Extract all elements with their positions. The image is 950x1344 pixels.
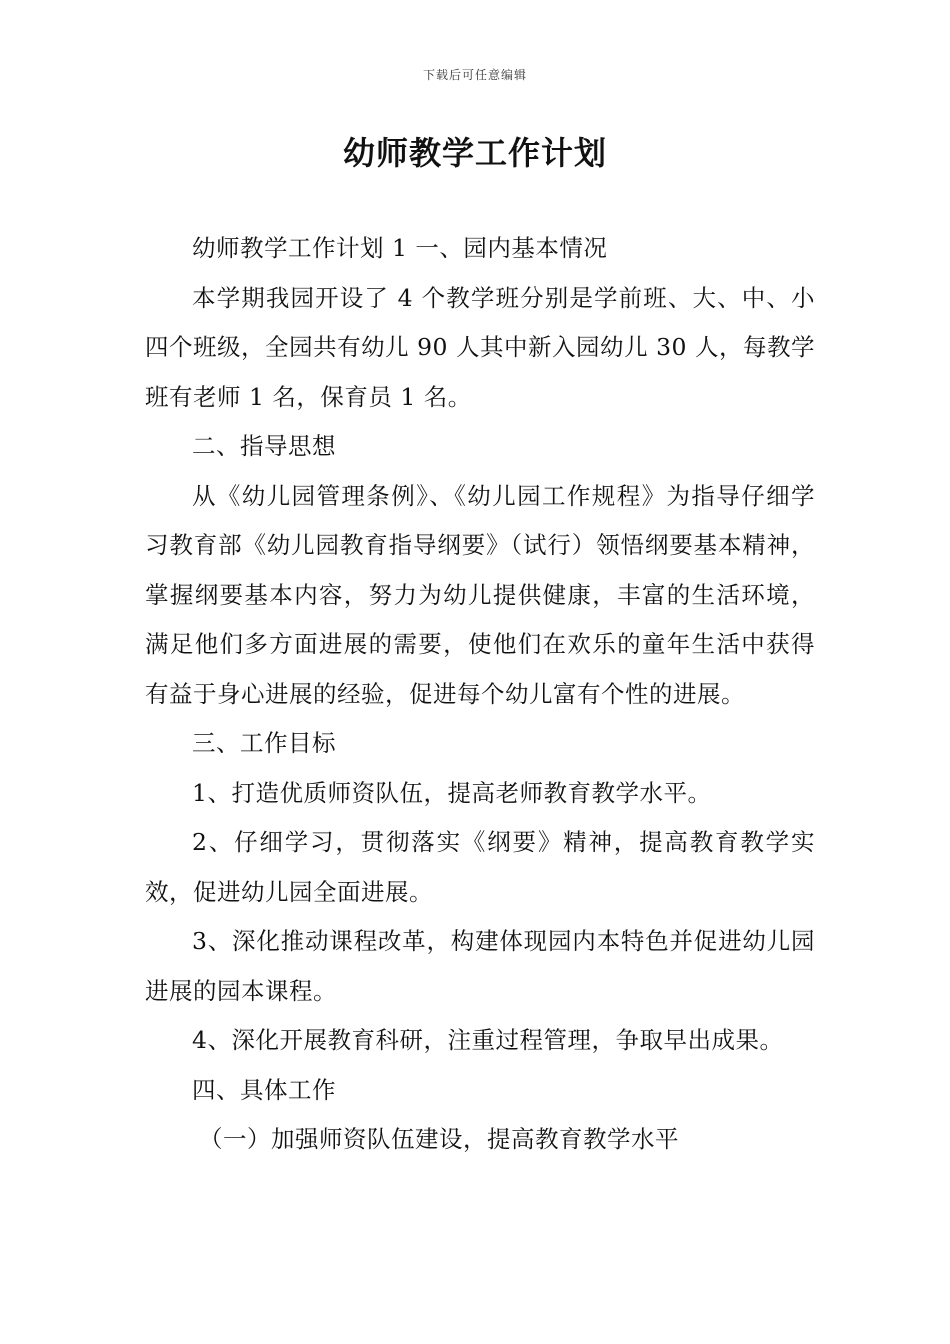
section-heading-specific-work: 四、具体工作 [192, 1075, 336, 1104]
paragraph-basic-situation: 本学期我园开设了 4 个教学班分别是学前班、大、中、小四个班级，全园共有幼儿 90 人其中新入园幼儿 30 人，每教学班有老师 1 名，保育员 1 名。 [145, 283, 815, 411]
section-heading-work-goals: 三、工作目标 [192, 729, 336, 757]
subsection-heading-teacher-team: （一）加强师资队伍建设，提高教育教学水平 [199, 1125, 680, 1153]
paragraph-guiding-thought: 从《幼儿园管理条例》、《幼儿园工作规程》为指导仔细学习教育部《幼儿园教育指导纲要》（试行）领悟纲要基本精神，掌握纲要基本内容，努力为幼儿提供健康，丰富的生活环境，满足他们多方面进展的需要，使他们在欢乐的童年生活中获得有益于身心进展的经验，促进每个幼儿富有个性的进展。 [145, 481, 815, 708]
paragraph-goal-2: 2、仔细学习，贯彻落实《纲要》精神，提高教育教学实效，促进幼儿园全面进展。 [145, 828, 815, 906]
header-note: 下载后可任意编辑 [422, 68, 527, 82]
paragraph-goal-1: 1、打造优质师资队伍，提高老师教育教学水平。 [192, 778, 712, 807]
document-body [145, 224, 815, 1165]
paragraph-goal-4: 4、深化开展教育科研，注重过程管理，争取早出成果。 [192, 1026, 784, 1054]
section-heading-guiding-thought: 二、指导思想 [192, 432, 336, 460]
paragraph-intro-heading: 幼师教学工作计划 1 一、园内基本情况 [192, 234, 608, 262]
paragraph-goal-3: 3、深化推动课程改革，构建体现园内本特色并促进幼儿园进展的园本课程。 [145, 927, 815, 1005]
document-title: 幼师教学工作计划 [342, 134, 607, 172]
